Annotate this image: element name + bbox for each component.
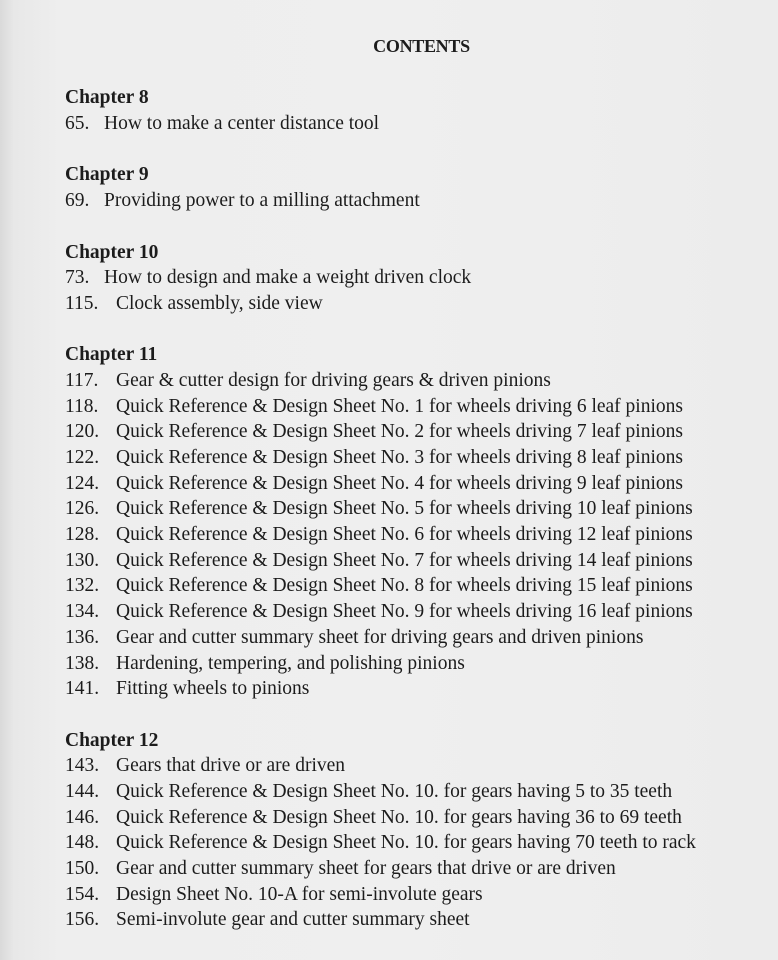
- toc-entry: [0, 907, 778, 933]
- toc-entry: [0, 625, 778, 651]
- toc-entry: [0, 753, 778, 779]
- toc-entry: [0, 291, 778, 317]
- entry-title: How to make a center distance tool: [104, 113, 380, 135]
- toc-entry: [0, 496, 778, 522]
- entry-title: Gear & cutter design for driving gears & driven pinions: [116, 369, 551, 391]
- page-number: 120.: [65, 421, 100, 443]
- entry-title: Quick Reference & Design Sheet No. 3 for wheels driving 8 leaf pinions: [116, 447, 683, 468]
- entry-title: Quick Reference & Design Sheet No. 10. for gears having 70 teeth to rack: [116, 832, 696, 854]
- entry-title: Quick Reference & Design Sheet No. 4 for wheels driving 9 leaf pinions: [116, 472, 683, 494]
- page-number: 124.: [65, 472, 100, 494]
- toc-entry: [0, 471, 778, 497]
- toc-entry: [0, 779, 778, 805]
- chapter-heading: Chapter 12: [65, 729, 159, 751]
- entry-title: Gear and cutter summary sheet for gears that drive or are driven: [116, 858, 616, 879]
- page-number: 69.: [65, 190, 90, 212]
- page-number: 136.: [65, 626, 100, 648]
- toc-entry: [0, 805, 778, 831]
- page-number: 156.: [65, 909, 100, 931]
- page-number: 122.: [65, 447, 100, 468]
- page-number: 141.: [65, 678, 100, 700]
- toc-entry: [0, 856, 778, 882]
- entry-title: Providing power to a milling attachment: [104, 190, 420, 212]
- toc-entry: [0, 522, 778, 548]
- page-number: 132.: [65, 575, 100, 597]
- entry-title: Quick Reference & Design Sheet No. 5 for wheels driving 10 leaf pinions: [116, 498, 693, 520]
- entry-title: Clock assembly, side view: [116, 292, 323, 314]
- table-of-contents: [0, 85, 778, 933]
- page-number: 146.: [65, 806, 100, 828]
- page-number: 148.: [65, 832, 100, 854]
- toc-entry: [0, 676, 778, 702]
- entry-title: Quick Reference & Design Sheet No. 10. for gears having 36 to 69 teeth: [116, 806, 682, 828]
- page-number: 154.: [65, 883, 100, 905]
- entry-title: Fitting wheels to pinions: [116, 678, 310, 700]
- entry-title: Quick Reference & Design Sheet No. 7 for wheels driving 14 leaf pinions: [116, 549, 693, 571]
- entry-title: Quick Reference & Design Sheet No. 8 for wheels driving 15 leaf pinions: [116, 575, 693, 597]
- toc-entry: [0, 882, 778, 908]
- toc-entry: [0, 599, 778, 625]
- toc-entry: [0, 573, 778, 599]
- entry-title: Gears that drive or are driven: [116, 755, 346, 777]
- contents-page: [0, 34, 778, 933]
- page-number: 128.: [65, 524, 100, 546]
- page-number: 144.: [65, 780, 100, 802]
- chapter-heading: Chapter 10: [65, 241, 159, 263]
- toc-entry: [0, 394, 778, 420]
- chapter-heading: Chapter 9: [65, 164, 149, 186]
- page-number: 65.: [65, 113, 90, 135]
- page-number: 126.: [65, 498, 100, 520]
- page-number: 130.: [65, 549, 100, 571]
- entry-title: How to design and make a weight driven clock: [104, 267, 472, 289]
- page-number: 117.: [65, 369, 99, 391]
- toc-entry: [0, 111, 778, 137]
- chapter-heading: Chapter 8: [65, 87, 149, 109]
- page-number: 138.: [65, 652, 100, 674]
- entry-title: Hardening, tempering, and polishing pinions: [116, 652, 465, 674]
- page-number: 118.: [65, 395, 99, 417]
- toc-entry: [0, 265, 778, 291]
- toc-entry: [0, 419, 778, 445]
- entry-title: Semi-involute gear and cutter summary sheet: [116, 909, 470, 931]
- toc-entry: [0, 651, 778, 677]
- page-number: 150.: [65, 858, 100, 879]
- entry-title: Quick Reference & Design Sheet No. 10. for gears having 5 to 35 teeth: [116, 780, 673, 802]
- entry-title: Quick Reference & Design Sheet No. 1 for wheels driving 6 leaf pinions: [116, 395, 683, 417]
- toc-entry: [0, 830, 778, 856]
- entry-title: Quick Reference & Design Sheet No. 2 for wheels driving 7 leaf pinions: [116, 421, 683, 443]
- page-number: 73.: [65, 267, 90, 289]
- entry-title: Design Sheet No. 10-A for semi-involute gears: [116, 883, 483, 905]
- page-title: CONTENTS: [373, 36, 470, 56]
- entry-title: Quick Reference & Design Sheet No. 9 for wheels driving 16 leaf pinions: [116, 601, 693, 623]
- toc-entry: [0, 368, 778, 394]
- page-number: 143.: [65, 755, 100, 777]
- toc-entry: [0, 548, 778, 574]
- entry-title: Gear and cutter summary sheet for driving gears and driven pinions: [116, 626, 644, 648]
- chapter-heading: Chapter 11: [65, 344, 158, 366]
- toc-entry: [0, 188, 778, 214]
- page-number: 134.: [65, 601, 100, 623]
- toc-entry: [0, 445, 778, 471]
- page-number: 115.: [65, 292, 99, 314]
- entry-title: Quick Reference & Design Sheet No. 6 for wheels driving 12 leaf pinions: [116, 524, 693, 546]
